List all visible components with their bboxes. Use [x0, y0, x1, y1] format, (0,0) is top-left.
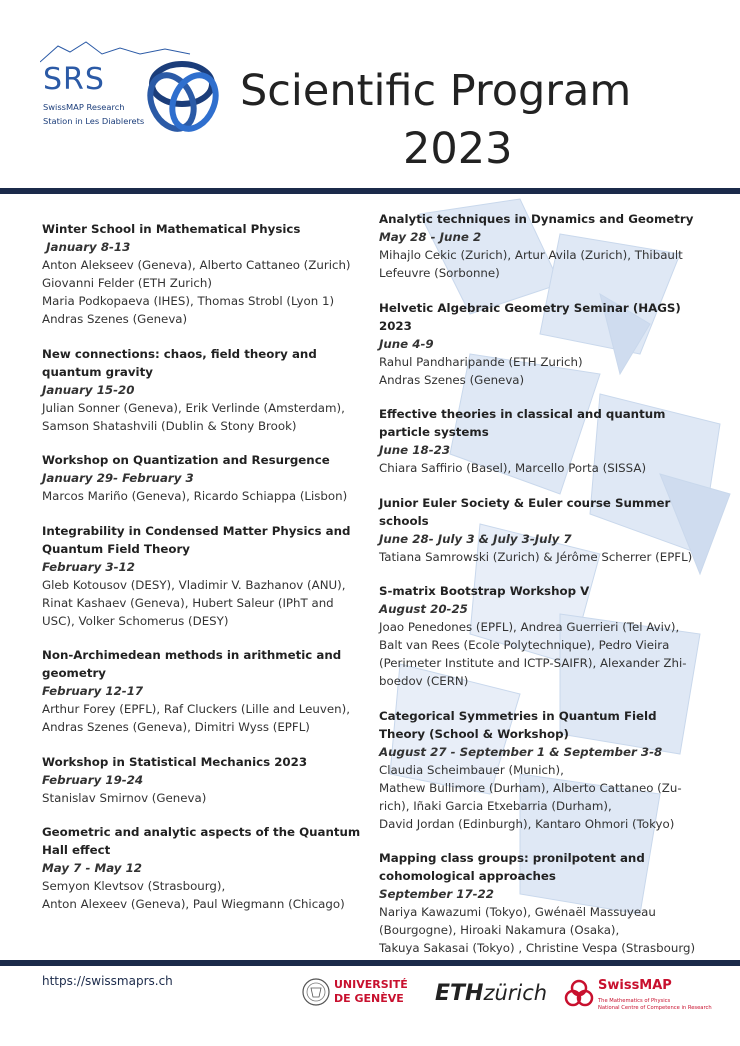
swissmap-logo[interactable] — [563, 978, 713, 1014]
event-date: August 20-25 — [379, 602, 468, 616]
event-organizers: Stanislav Smirnov (Geneva) — [42, 790, 207, 805]
event-title: Mapping class groups: pronilpotent and cohomological approaches — [379, 851, 645, 883]
event-title: S-matrix Bootstrap Workshop V — [379, 584, 590, 598]
logo-subtitle-2: Station in Les Diablerets — [43, 116, 145, 126]
event-item — [42, 451, 362, 505]
event-item — [379, 299, 704, 389]
logo-subtitle-1: SwissMAP Research — [43, 102, 125, 112]
event-organizers: Claudia Scheimbauer (Munich), Mathew Bullimore (Durham), Alberto Cattaneo (Zu- rich), Iñaki Garcia Etxebarria (Durham), David Jordan (Edinburgh), Kantaro Ohmori (Tokyo) — [379, 762, 682, 831]
event-organizers: Nariya Kawazumi (Tokyo), Gwénaël Massuyeau (Bourgogne), Hiroaki Nakamura (Osaka), Takuya Sakasai (Tokyo) , Christine Vespa (Strasbourg) — [379, 905, 696, 955]
event-item — [379, 707, 704, 833]
swissmap-tagline-1: The Mathematics of Physics — [598, 998, 671, 1004]
event-title: Workshop on Quantization and Resurgence — [42, 453, 330, 467]
event-date: May 28 - June 2 — [379, 230, 482, 244]
page-year: 2023 — [403, 124, 513, 174]
event-organizers: Anton Alekseev (Geneva), Alberto Cattaneo (Zurich) Giovanni Felder (ETH Zurich) Maria Podkopaeva (IHES), Thomas Strobl (Lyon 1) Andras Szenes (Geneva) — [42, 258, 351, 326]
event-organizers: Semyon Klevtsov (Strasbourg), Anton Alexeev (Geneva), Paul Wiegmann (Chicago) — [42, 879, 345, 911]
event-title: Effective theories in classical and quantum particle systems — [379, 407, 666, 439]
event-title: New connections: chaos, field theory and quantum gravity — [42, 346, 317, 379]
event-date: January 29- February 3 — [42, 471, 194, 485]
event-organizers: Gleb Kotousov (DESY), Vladimir V. Bazhanov (ANU), Rinat Kashaev (Geneva), Hubert Saleur (IPhT and USC), Volker Schomerus (DESY) — [42, 577, 346, 628]
event-title: Analytic techniques in Dynamics and Geometry — [379, 212, 694, 226]
unige-seal-icon — [302, 978, 330, 1006]
event-organizers: Chiara Saffirio (Basel), Marcello Porta (SISSA) — [379, 461, 647, 475]
event-organizers: Joao Penedones (EPFL), Andrea Guerrieri (Tel Aviv), Balt van Rees (Ecole Polytechnique), Pedro Vieira (Perimeter Institute and ICTP-SAIFR), Alexander Zhi- boedov (CERN) — [379, 620, 687, 688]
event-organizers: Mihajlo Cekic (Zurich), Artur Avila (Zurich), Thibault Lefeuvre (Sorbonne) — [379, 248, 683, 280]
event-title: Winter School in Mathematical Physics — [42, 222, 301, 236]
event-title: Junior Euler Society & Euler course Summer schools — [379, 495, 671, 528]
event-item — [379, 405, 704, 477]
right-column — [379, 210, 704, 974]
event-title: Categorical Symmetries in Quantum Field Theory (School & Workshop) — [379, 708, 657, 741]
event-organizers: Julian Sonner (Geneva), Erik Verlinde (Amsterdam), Samson Shatashvili (Dublin & Stony Brook) — [42, 400, 345, 433]
event-organizers: Tatiana Samrowski (Zurich) & Jérôme Scherrer (EPFL) — [379, 549, 693, 564]
event-item — [42, 522, 362, 630]
event-item — [42, 220, 362, 328]
event-date: June 28- July 3 & July 3-July 7 — [379, 531, 572, 546]
logo-srs-text: SRS — [43, 62, 105, 97]
event-item — [379, 582, 704, 690]
footer — [0, 966, 740, 1046]
event-date: February 19-24 — [42, 772, 144, 787]
left-column — [42, 220, 362, 930]
swissmap-knot-icon — [563, 978, 595, 1010]
eth-logo-bold: ETH — [435, 981, 484, 1006]
swissmap-name: SwissMAP — [598, 978, 672, 993]
event-item — [42, 646, 362, 736]
event-title: Workshop in Statistical Mechanics 2023 — [42, 754, 308, 769]
event-date: June 4-9 — [379, 336, 434, 351]
event-date: January 15-20 — [42, 382, 135, 397]
unige-name-line1: UNIVERSITÉ — [334, 978, 408, 991]
page-title: Scientific Program — [240, 66, 632, 116]
swissmap-tagline-2: National Centre of Competence in Research — [598, 1005, 712, 1011]
event-date: August 27 - September 1 & September 3-8 — [379, 744, 663, 759]
event-date: February 3-12 — [42, 559, 135, 574]
website-link[interactable]: https://swissmaprs.ch — [42, 974, 173, 988]
eth-zurich-logo[interactable] — [435, 981, 547, 1006]
event-item — [42, 823, 362, 913]
event-title: Non-Archimedean methods in arithmetic and geometry — [42, 648, 342, 680]
event-organizers: Rahul Pandharipande (ETH Zurich) Andras Szenes (Geneva) — [379, 354, 583, 387]
event-date: June 18-23 — [379, 443, 451, 457]
unige-name-line2: DE GENÈVE — [334, 992, 404, 1005]
event-item — [379, 494, 704, 566]
header — [0, 0, 740, 190]
srs-logo[interactable] — [40, 40, 240, 140]
event-item — [379, 849, 704, 957]
event-title: Geometric and analytic aspects of the Quantum Hall effect — [42, 825, 361, 857]
trefoil-knot-logo-icon — [142, 54, 222, 134]
unige-logo[interactable] — [302, 978, 412, 1008]
event-date: February 12-17 — [42, 684, 144, 698]
event-organizers: Arthur Forey (EPFL), Raf Cluckers (Lille and Leuven), Andras Szenes (Geneva), Dimitri Wyss (EPFL) — [42, 702, 350, 734]
eth-logo-rest: zürich — [483, 981, 548, 1005]
event-item — [42, 345, 362, 435]
event-date: May 7 - May 12 — [42, 861, 143, 875]
event-date: January 8-13 — [42, 240, 131, 254]
event-item — [379, 210, 704, 282]
event-item — [42, 753, 362, 807]
event-title: Helvetic Algebraic Geometry Seminar (HAGS) 2023 — [379, 300, 681, 333]
event-date: September 17-22 — [379, 887, 494, 901]
event-organizers: Marcos Mariño (Geneva), Ricardo Schiappa (Lisbon) — [42, 489, 348, 503]
event-title: Integrability in Condensed Matter Physics and Quantum Field Theory — [42, 523, 351, 556]
